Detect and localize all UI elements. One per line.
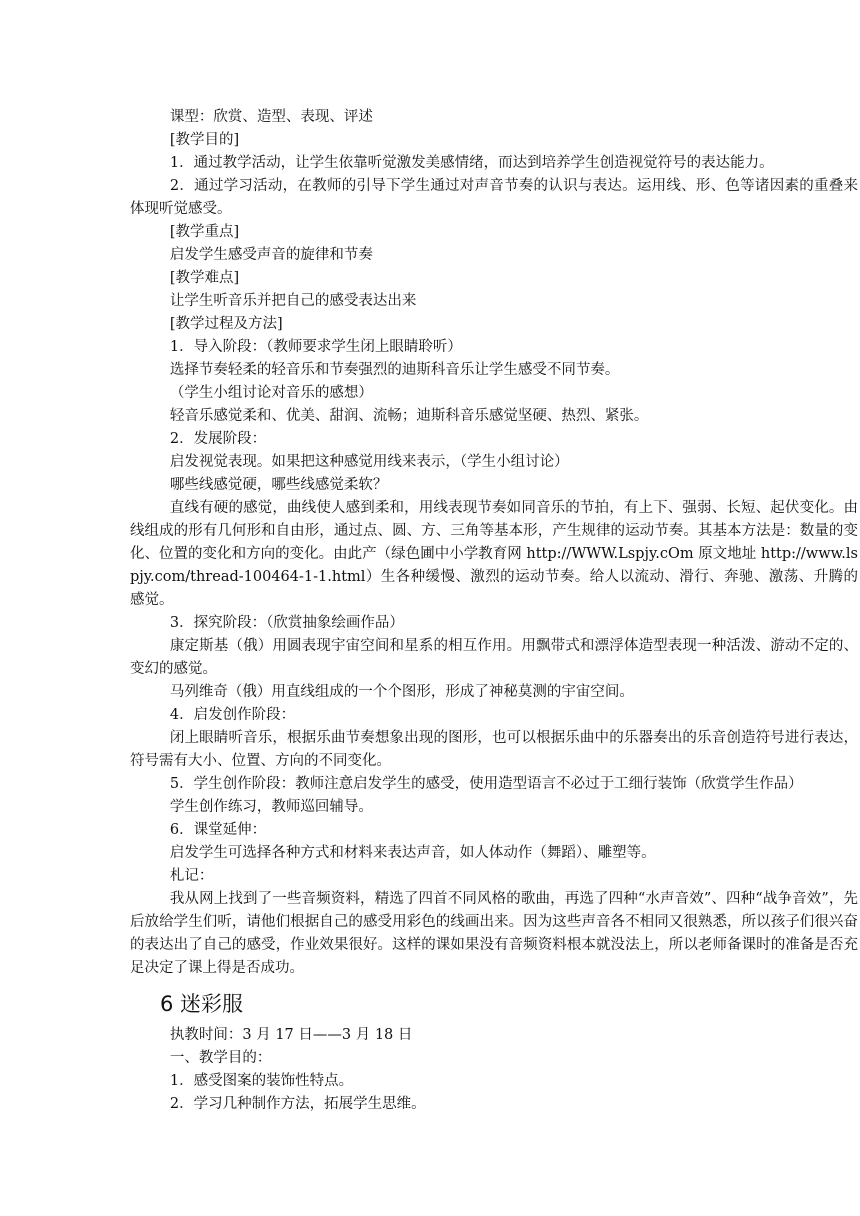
paragraph-malevich: 马列维奇（俄）用直线组成的一个个图形，形成了神秘莫测的宇宙空间。 bbox=[169, 684, 634, 700]
paragraph-line-rhythm: 直线有硬的感觉，曲线使人感到柔和，用线表现节奏如同音乐的节拍，有上下、强弱、长短、起伏变化。由线组成的形有几何形和自由形，通过点、圆、方、三角等基本形，产生规律的运动节奏。其基本方法是：数量的变化、位置的变化和方向的变化。由此产（绿色圃中小学教育网 http://WWW.Lspjy.cOm 原文地址 http://www.lspjy.com/thread-100464-1-1.html）生各种缓慢、激烈的运动节奏。给人以流动、滑行、奔驰、激荡、升腾的感觉。 bbox=[130, 500, 858, 608]
paragraph-practice: 学生创作练习，教师巡回辅导。 bbox=[169, 799, 373, 815]
paragraph-music-feeling: 轻音乐感觉柔和、优美、甜润、流畅；迪斯科音乐感觉坚硬、热烈、紧张。 bbox=[169, 408, 649, 424]
purpose-item-2: 2．通过学习活动，在教师的引导下学生通过对声音节奏的认识与表达。运用线、形、色等诸因素的重叠来体现听觉感受。 bbox=[130, 178, 858, 217]
heading-key-point: [教学重点] bbox=[169, 224, 240, 240]
purpose-2-item-1: 1．感受图案的装饰性特点。 bbox=[169, 1073, 354, 1089]
paragraph-visual-expression: 启发视觉表现。如果把这种感觉用线来表示，（学生小组讨论） bbox=[169, 454, 569, 470]
paragraph-group-discussion: （学生小组讨论对音乐的感想） bbox=[169, 385, 373, 401]
stage-5-student-creation: 5．学生创作阶段：教师注意启发学生的感受，使用造型语言不必过于工细行装饰（欣赏学生作品） bbox=[169, 776, 803, 792]
document-page bbox=[130, 106, 858, 1116]
paragraph-music-choice: 选择节奏轻柔的轻音乐和节奏强烈的迪斯科音乐让学生感受不同节奏。 bbox=[169, 362, 620, 378]
stage-3-exploration: 3．探究阶段：（欣赏抽象绘画作品） bbox=[169, 615, 404, 631]
stage-2-development: 2．发展阶段： bbox=[169, 431, 267, 447]
section-title: 6 迷彩服 bbox=[160, 992, 244, 1016]
paragraph-kandinsky: 康定斯基（俄）用圆表现宇宙空间和星系的相互作用。用飘带式和漂浮体造型表现一种活泼、游动不定的、变幻的感觉。 bbox=[130, 638, 858, 677]
key-point-text: 启发学生感受声音的旋律和节奏 bbox=[169, 247, 373, 263]
heading-process: [教学过程及方法] bbox=[169, 316, 283, 332]
stage-6-extension: 6．课堂延伸： bbox=[169, 822, 267, 838]
purpose-item-1: 1．通过教学活动，让学生依靠听觉激发美感情绪，而达到培养学生创造视觉符号的表达能力。 bbox=[169, 155, 774, 171]
stage-1-intro: 1．导入阶段：（教师要求学生闭上眼睛聆听） bbox=[169, 339, 462, 355]
paragraph-extension: 启发学生可选择各种方式和材料来表达声音，如人体动作（舞蹈）、雕塑等。 bbox=[169, 845, 656, 861]
heading-teaching-purpose: [教学目的] bbox=[169, 132, 240, 148]
paragraph-listen-create: 闭上眼睛听音乐，根据乐曲节奏想象出现的图形，也可以根据乐曲中的乐器奏出的乐音创造符号进行表达，符号需有大小、位置、方向的不同变化。 bbox=[130, 730, 858, 769]
stage-4-inspiration: 4．启发创作阶段： bbox=[169, 707, 296, 723]
heading-purpose-2: 一、教学目的： bbox=[169, 1050, 272, 1066]
paragraph-line-question: 哪些线感觉硬，哪些线感觉柔软？ bbox=[169, 477, 388, 493]
teaching-time: 执教时间：3 月 17 日——3 月 18 日 bbox=[169, 1027, 413, 1043]
paragraph-notes: 我从网上找到了一些音频资料，精选了四首不同风格的歌曲，再选了四种“水声音效”、四种“战争音效”，先后放给学生们听，请他们根据自己的感受用彩色的线画出来。因为这些声音各不相同又很熟悉，所以孩子们很兴奋的表达出了自己的感受，作业效果很好。这样的课如果没有音频资料根本就没法上，所以老师备课时的准备是否充足决定了课上得是否成功。 bbox=[130, 891, 858, 976]
difficulty-text: 让学生听音乐并把自己的感受表达出来 bbox=[169, 293, 417, 309]
notes-heading: 札记： bbox=[169, 868, 214, 884]
purpose-2-item-2: 2．学习几种制作方法，拓展学生思维。 bbox=[169, 1096, 426, 1112]
lesson-type: 课型：欣赏、造型、表现、评述 bbox=[169, 109, 373, 125]
heading-difficulty: [教学难点] bbox=[169, 270, 240, 286]
